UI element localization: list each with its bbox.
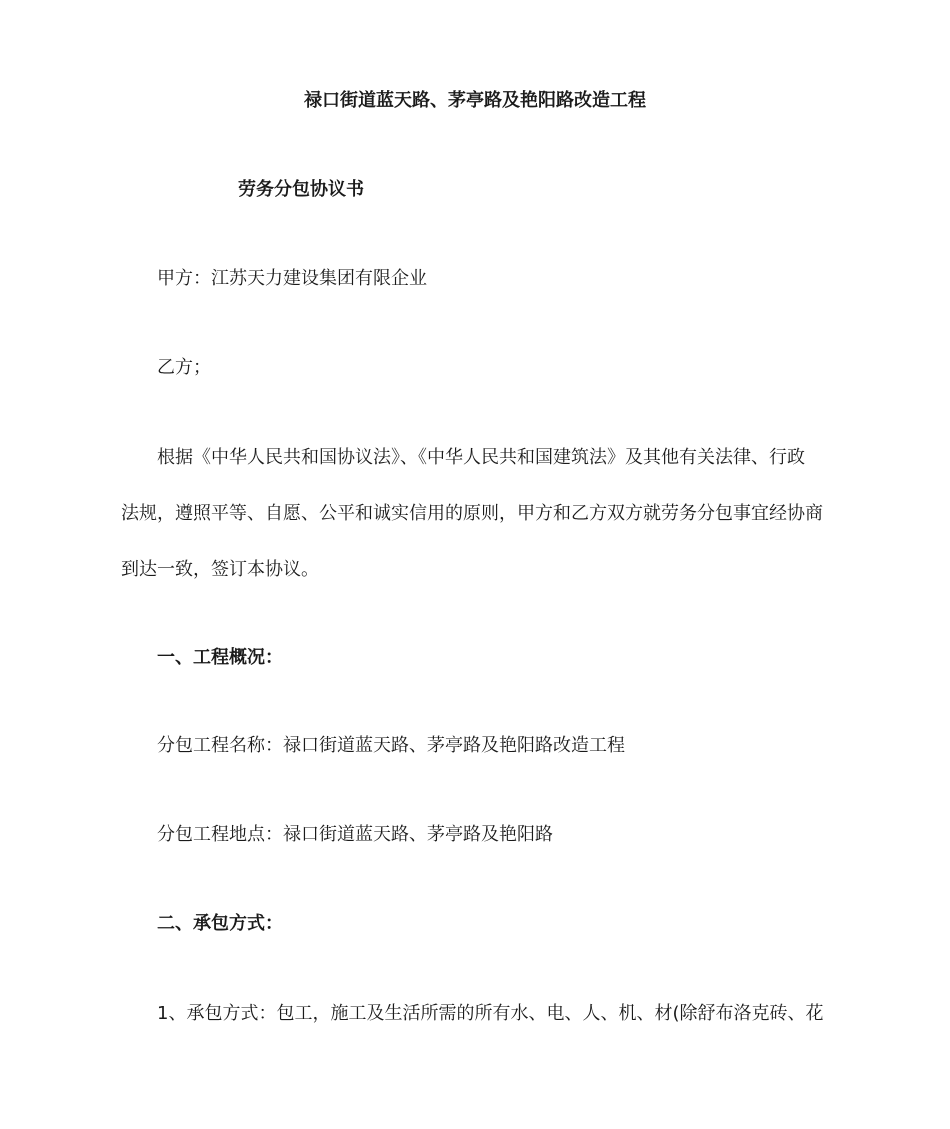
party-a-line: 甲方：江苏天力建设集团有限企业	[157, 268, 427, 289]
project-location-line: 分包工程地点：禄口街道蓝天路、茅亭路及艳阳路	[157, 824, 553, 845]
document-title: 禄口街道蓝天路、茅亭路及艳阳路改造工程	[304, 90, 646, 111]
preamble-line-1: 根据《中华人民共和国协议法》、《中华人民共和国建筑法》及其他有关法律、行政	[157, 447, 805, 468]
section-2-heading: 二、承包方式：	[157, 913, 283, 934]
contract-method-line: 1、承包方式：包工，施工及生活所需的所有水、电、人、机、材(除舒布洛克砖、花	[157, 1003, 824, 1024]
party-b-line: 乙方；	[157, 357, 211, 378]
preamble-line-3: 到达一致，签订本协议。	[121, 559, 319, 580]
preamble-line-2: 法规，遵照平等、自愿、公平和诚实信用的原则，甲方和乙方双方就劳务分包事宜经协商	[121, 503, 823, 524]
section-1-heading: 一、工程概况：	[157, 647, 283, 668]
project-name-line: 分包工程名称：禄口街道蓝天路、茅亭路及艳阳路改造工程	[157, 735, 625, 756]
document-subtitle: 劳务分包协议书	[238, 179, 364, 200]
